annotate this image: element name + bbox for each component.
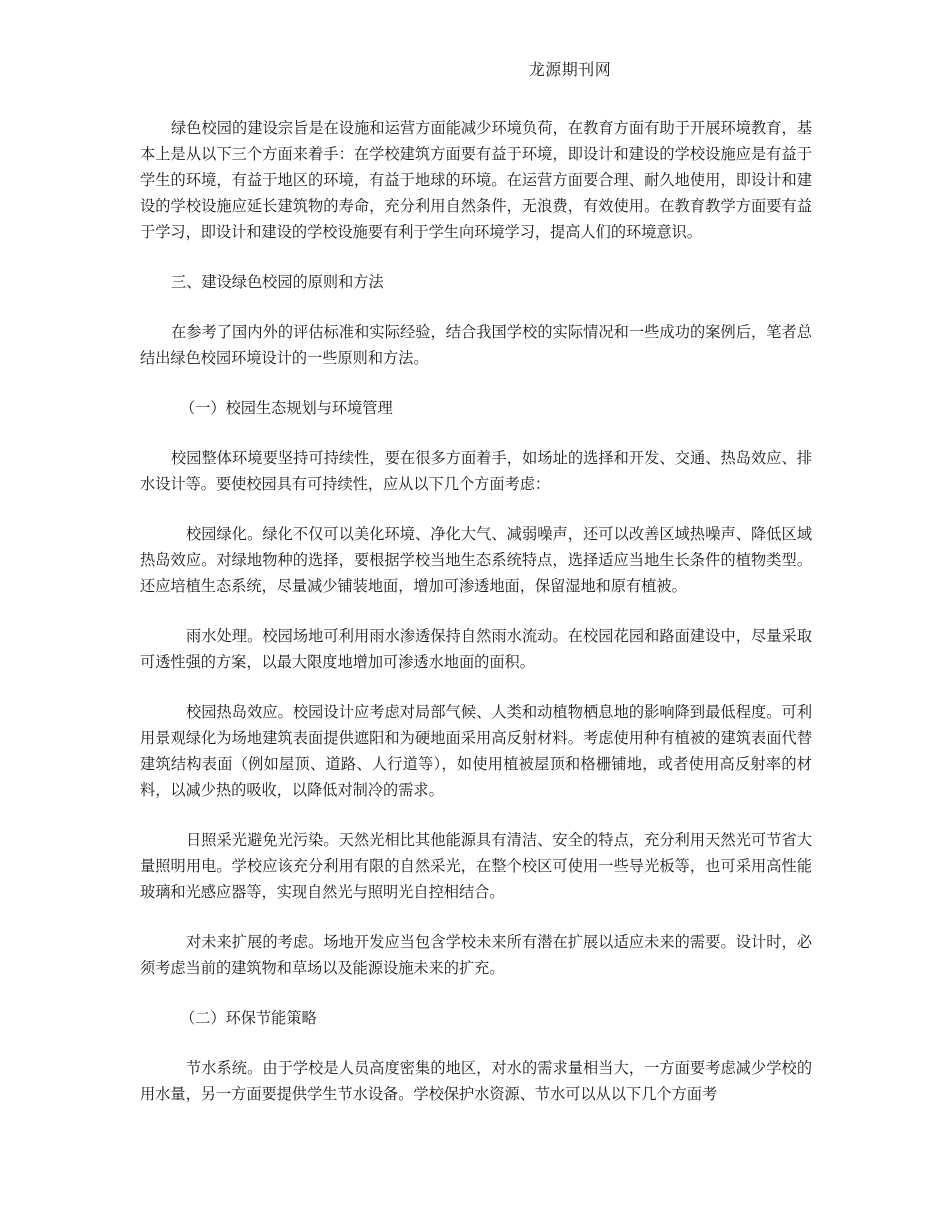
paragraph-future-expansion: 对未来扩展的考虑。场地开发应当包含学校未来所有潜在扩展以适应未来的需要。设计时，必须考虑当前的建筑物和草场以及能源设施未来的扩充。: [140, 933, 812, 977]
paragraph-daylight: 日照采光避免光污染。天然光相比其他能源具有清洁、安全的特点，充分利用天然光可节省大量照明用电。学校应该充分利用有限的自然采光，在整个校区可使用一些导光板等，也可采用高性能玻璃和光感应器等，实现自然光与照明光自控相结合。: [140, 831, 812, 901]
subsection-heading-ecology: （一）校园生态规划与环境管理: [180, 399, 393, 417]
paragraph-heat-island: 校园热岛效应。校园设计应考虑对局部气候、人类和动植物栖息地的影响降到最低程度。可利用景观绿化为场地建筑表面提供遮阳和为硬地面采用高反射材料。考虑使用种有植被的建筑表面代替建筑结构表面（例如屋顶、道路、人行道等），如使用植被屋顶和格栅铺地，或者使用高反射率的材料，以减少热的吸收，以降低对制冷的需求。: [140, 703, 812, 799]
paragraph-campus-greening: 校园绿化。绿化不仅可以美化环境、净化大气、减弱噪声，还可以改善区域热噪声、降低区域热岛效应。对绿地物种的选择，要根据学校当地生态系统特点，选择适应当地生长条件的植物类型。还应培植生态系统，尽量减少铺装地面，增加可渗透地面，保留湿地和原有植被。: [140, 525, 812, 595]
paragraph-rainwater: 雨水处理。校园场地可利用雨水渗透保持自然雨水流动。在校园花园和路面建设中，尽量采取可透性强的方案，以最大限度地增加可渗透水地面的面积。: [140, 627, 812, 671]
paragraph-green-campus-goal: 绿色校园的建设宗旨是在设施和运营方面能减少环境负荷，在教育方面有助于开展环境教育，基本上是从以下三个方面来着手：在学校建筑方面要有益于环境，即设计和建设的学校设施应是有益于学生的环境，有益于地区的环境，有益于地球的环境。在运营方面要合理、耐久地使用，即设计和建设的学校设施应延长建筑物的寿命，充分利用自然条件，无浪费，有效使用。在教育教学方面要有益于学习，即设计和建设的学校设施要有利于学生向环境学习，提高人们的环境意识。: [140, 119, 812, 241]
document-body: [140, 115, 812, 1107]
section-heading-principles: 三、建设绿色校园的原则和方法: [171, 273, 384, 291]
paragraph-water-saving: 节水系统。由于学校是人员高度密集的地区，对水的需求量相当大，一方面要考虑减少学校的用水量，另一方面要提供学生节水设备。学校保护水资源、节水可以从以下几个方面考: [140, 1059, 812, 1103]
site-title: 龙源期刊网: [528, 60, 612, 79]
paragraph-intro: 在参考了国内外的评估标准和实际经验，结合我国学校的实际情况和一些成功的案例后，笔者总结出绿色校园环境设计的一些原则和方法。: [140, 323, 812, 367]
subsection-heading-energy: （二）环保节能策略: [180, 1009, 317, 1027]
paragraph-sustainability: 校园整体环境要坚持可持续性，要在很多方面着手，如场址的选择和开发、交通、热岛效应、排水设计等。要使校园具有可持续性，应从以下几个方面考虑：: [140, 449, 812, 493]
